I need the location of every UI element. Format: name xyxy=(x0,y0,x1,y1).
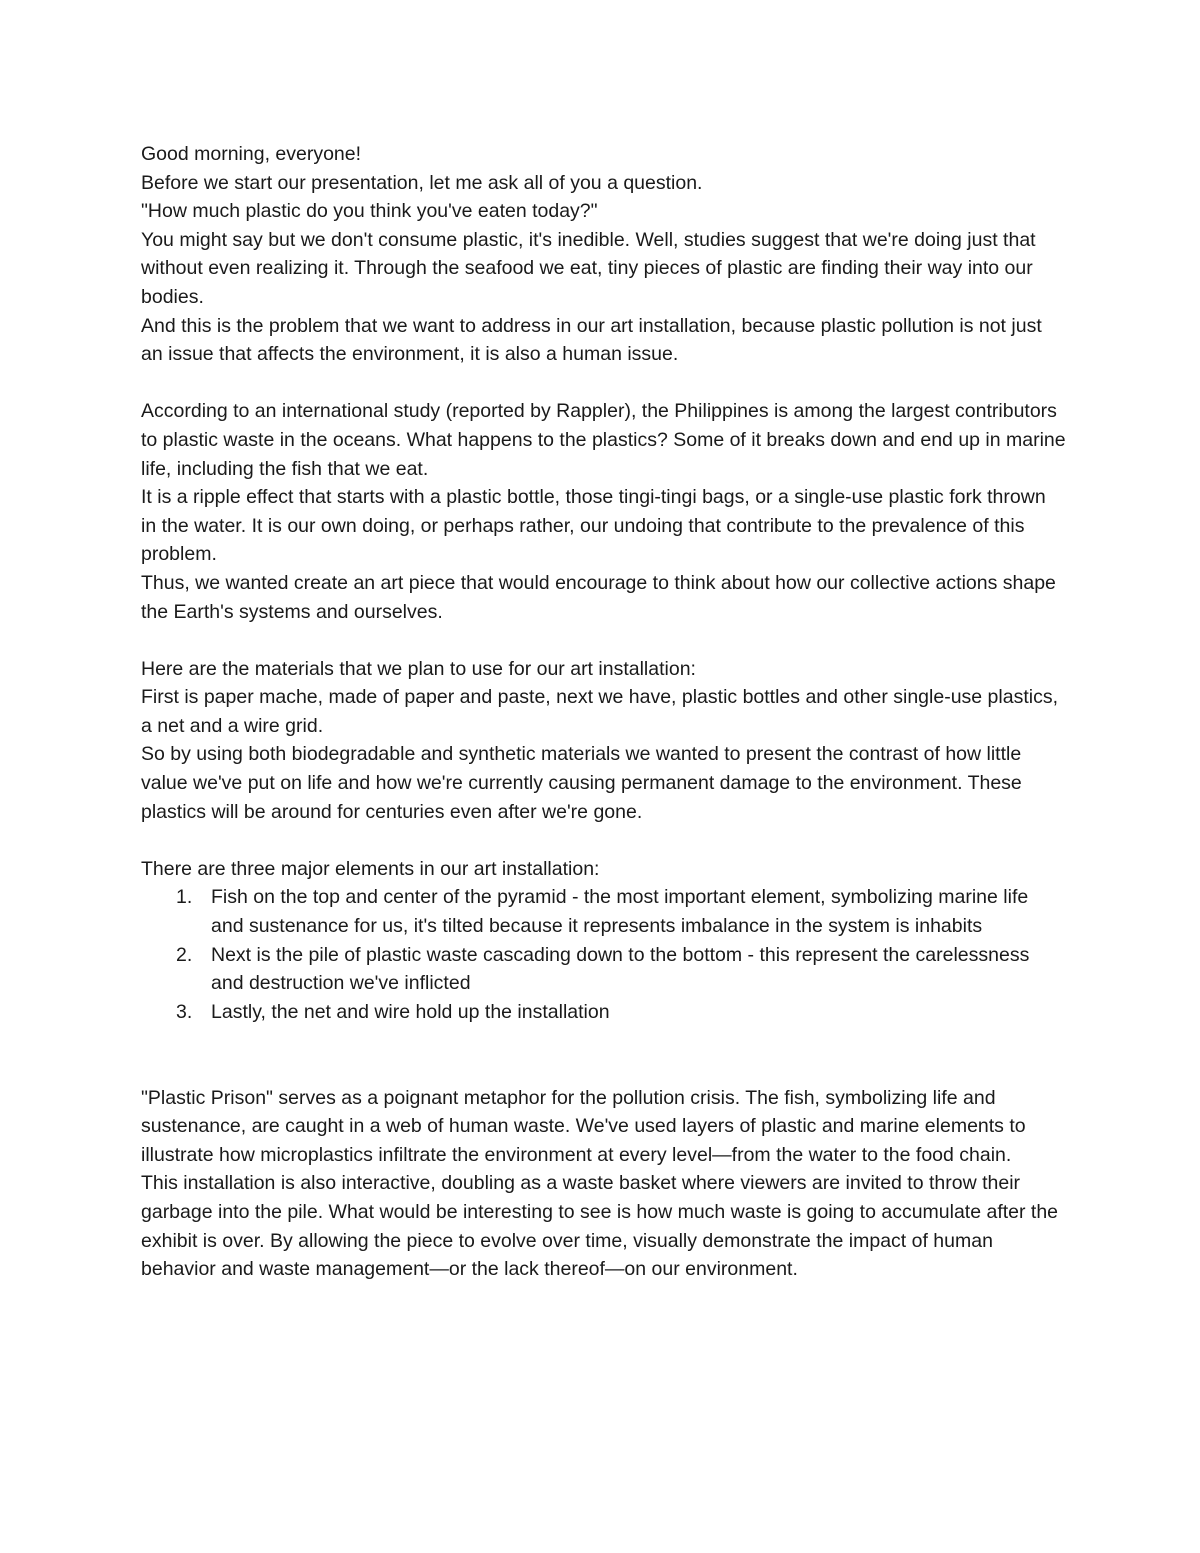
list-item-text: Lastly, the net and wire hold up the installation xyxy=(211,1000,610,1023)
materials-section xyxy=(141,655,1066,827)
list-item xyxy=(141,883,1066,940)
list-number: 2. xyxy=(176,943,193,966)
list-item xyxy=(141,941,1066,998)
blank-line xyxy=(141,1055,1066,1084)
list-intro: There are three major elements in our art installation: xyxy=(141,857,600,880)
elements-section xyxy=(141,855,1066,1027)
list-item-text: Fish on the top and center of the pyramid - the most important element, symbolizing marine life and sustenance for us, it's tilted because it represents imbalance in the system is inhabits xyxy=(211,886,1029,938)
paragraph: Before we start our presentation, let me ask all of you a question. xyxy=(141,171,703,194)
study-section xyxy=(141,397,1066,626)
list-item-text: Next is the pile of plastic waste cascading down to the bottom - this represent the carelessness and destruction we've inflicted xyxy=(211,943,1030,995)
paragraph: First is paper mache, made of paper and paste, next we have, plastic bottles and other single-use plastics, a net and a wire grid. xyxy=(141,686,1058,737)
paragraph: You might say but we don't consume plastic, it's inedible. Well, studies suggest that we're doing just that without even realizing it. Through the seafood we eat, tiny pieces of plastic are finding their way into our bodies. xyxy=(141,228,1036,308)
paragraph: And this is the problem that we want to address in our art installation, because plastic pollution is not just an issue that affects the environment, it is also a human issue. xyxy=(141,314,1042,366)
blank-line xyxy=(141,626,1066,655)
blank-line xyxy=(141,826,1066,855)
paragraph: So by using both biodegradable and synthetic materials we wanted to present the contrast of how little value we've put on life and how we're currently causing permanent damage to the environment. These plastics will be around for centuries even after we're gone. xyxy=(141,743,1022,823)
paragraph: It is a ripple effect that starts with a plastic bottle, those tingi-tingi bags, or a single-use plastic fork thrown in the water. It is our own doing, or perhaps rather, our undoing that contribute to the prevalence of this problem. xyxy=(141,486,1046,566)
elements-list xyxy=(141,883,1066,1026)
paragraph: "How much plastic do you think you've eaten today?" xyxy=(141,200,598,223)
greeting-section xyxy=(141,140,1066,369)
blank-line xyxy=(141,1026,1066,1055)
closing-section xyxy=(141,1084,1066,1284)
paragraph: Thus, we wanted create an art piece that would encourage to think about how our collective actions shape the Earth's systems and ourselves. xyxy=(141,571,1056,623)
list-number: 1. xyxy=(176,886,193,909)
list-number: 3. xyxy=(176,1000,193,1023)
document-page xyxy=(141,140,1066,1284)
paragraph: "Plastic Prison" serves as a poignant metaphor for the pollution crisis. The fish, symbolizing life and sustenance, are caught in a web of human waste. We've used layers of plastic and marine elements to illustrate how microplastics infiltrate the environment at every level—from the water to the food chain. xyxy=(141,1086,1026,1166)
paragraph: This installation is also interactive, doubling as a waste basket where viewers are invited to throw their garbage into the pile. What would be interesting to see is how much waste is going to accumulate after the exhibit is over. By allowing the piece to evolve over time, visually demonstrate the impact of human behavior and waste management—or the lack thereof—on our environment. xyxy=(141,1172,1059,1281)
blank-line xyxy=(141,369,1066,398)
list-item xyxy=(141,998,1066,1027)
paragraph: Good morning, everyone! xyxy=(141,143,362,165)
paragraph: Here are the materials that we plan to use for our art installation: xyxy=(141,657,696,680)
paragraph: According to an international study (reported by Rappler), the Philippines is among the largest contributors to plastic waste in the oceans. What happens to the plastics? Some of it breaks down and end up in marine life, including the fish that we eat. xyxy=(141,400,1066,480)
